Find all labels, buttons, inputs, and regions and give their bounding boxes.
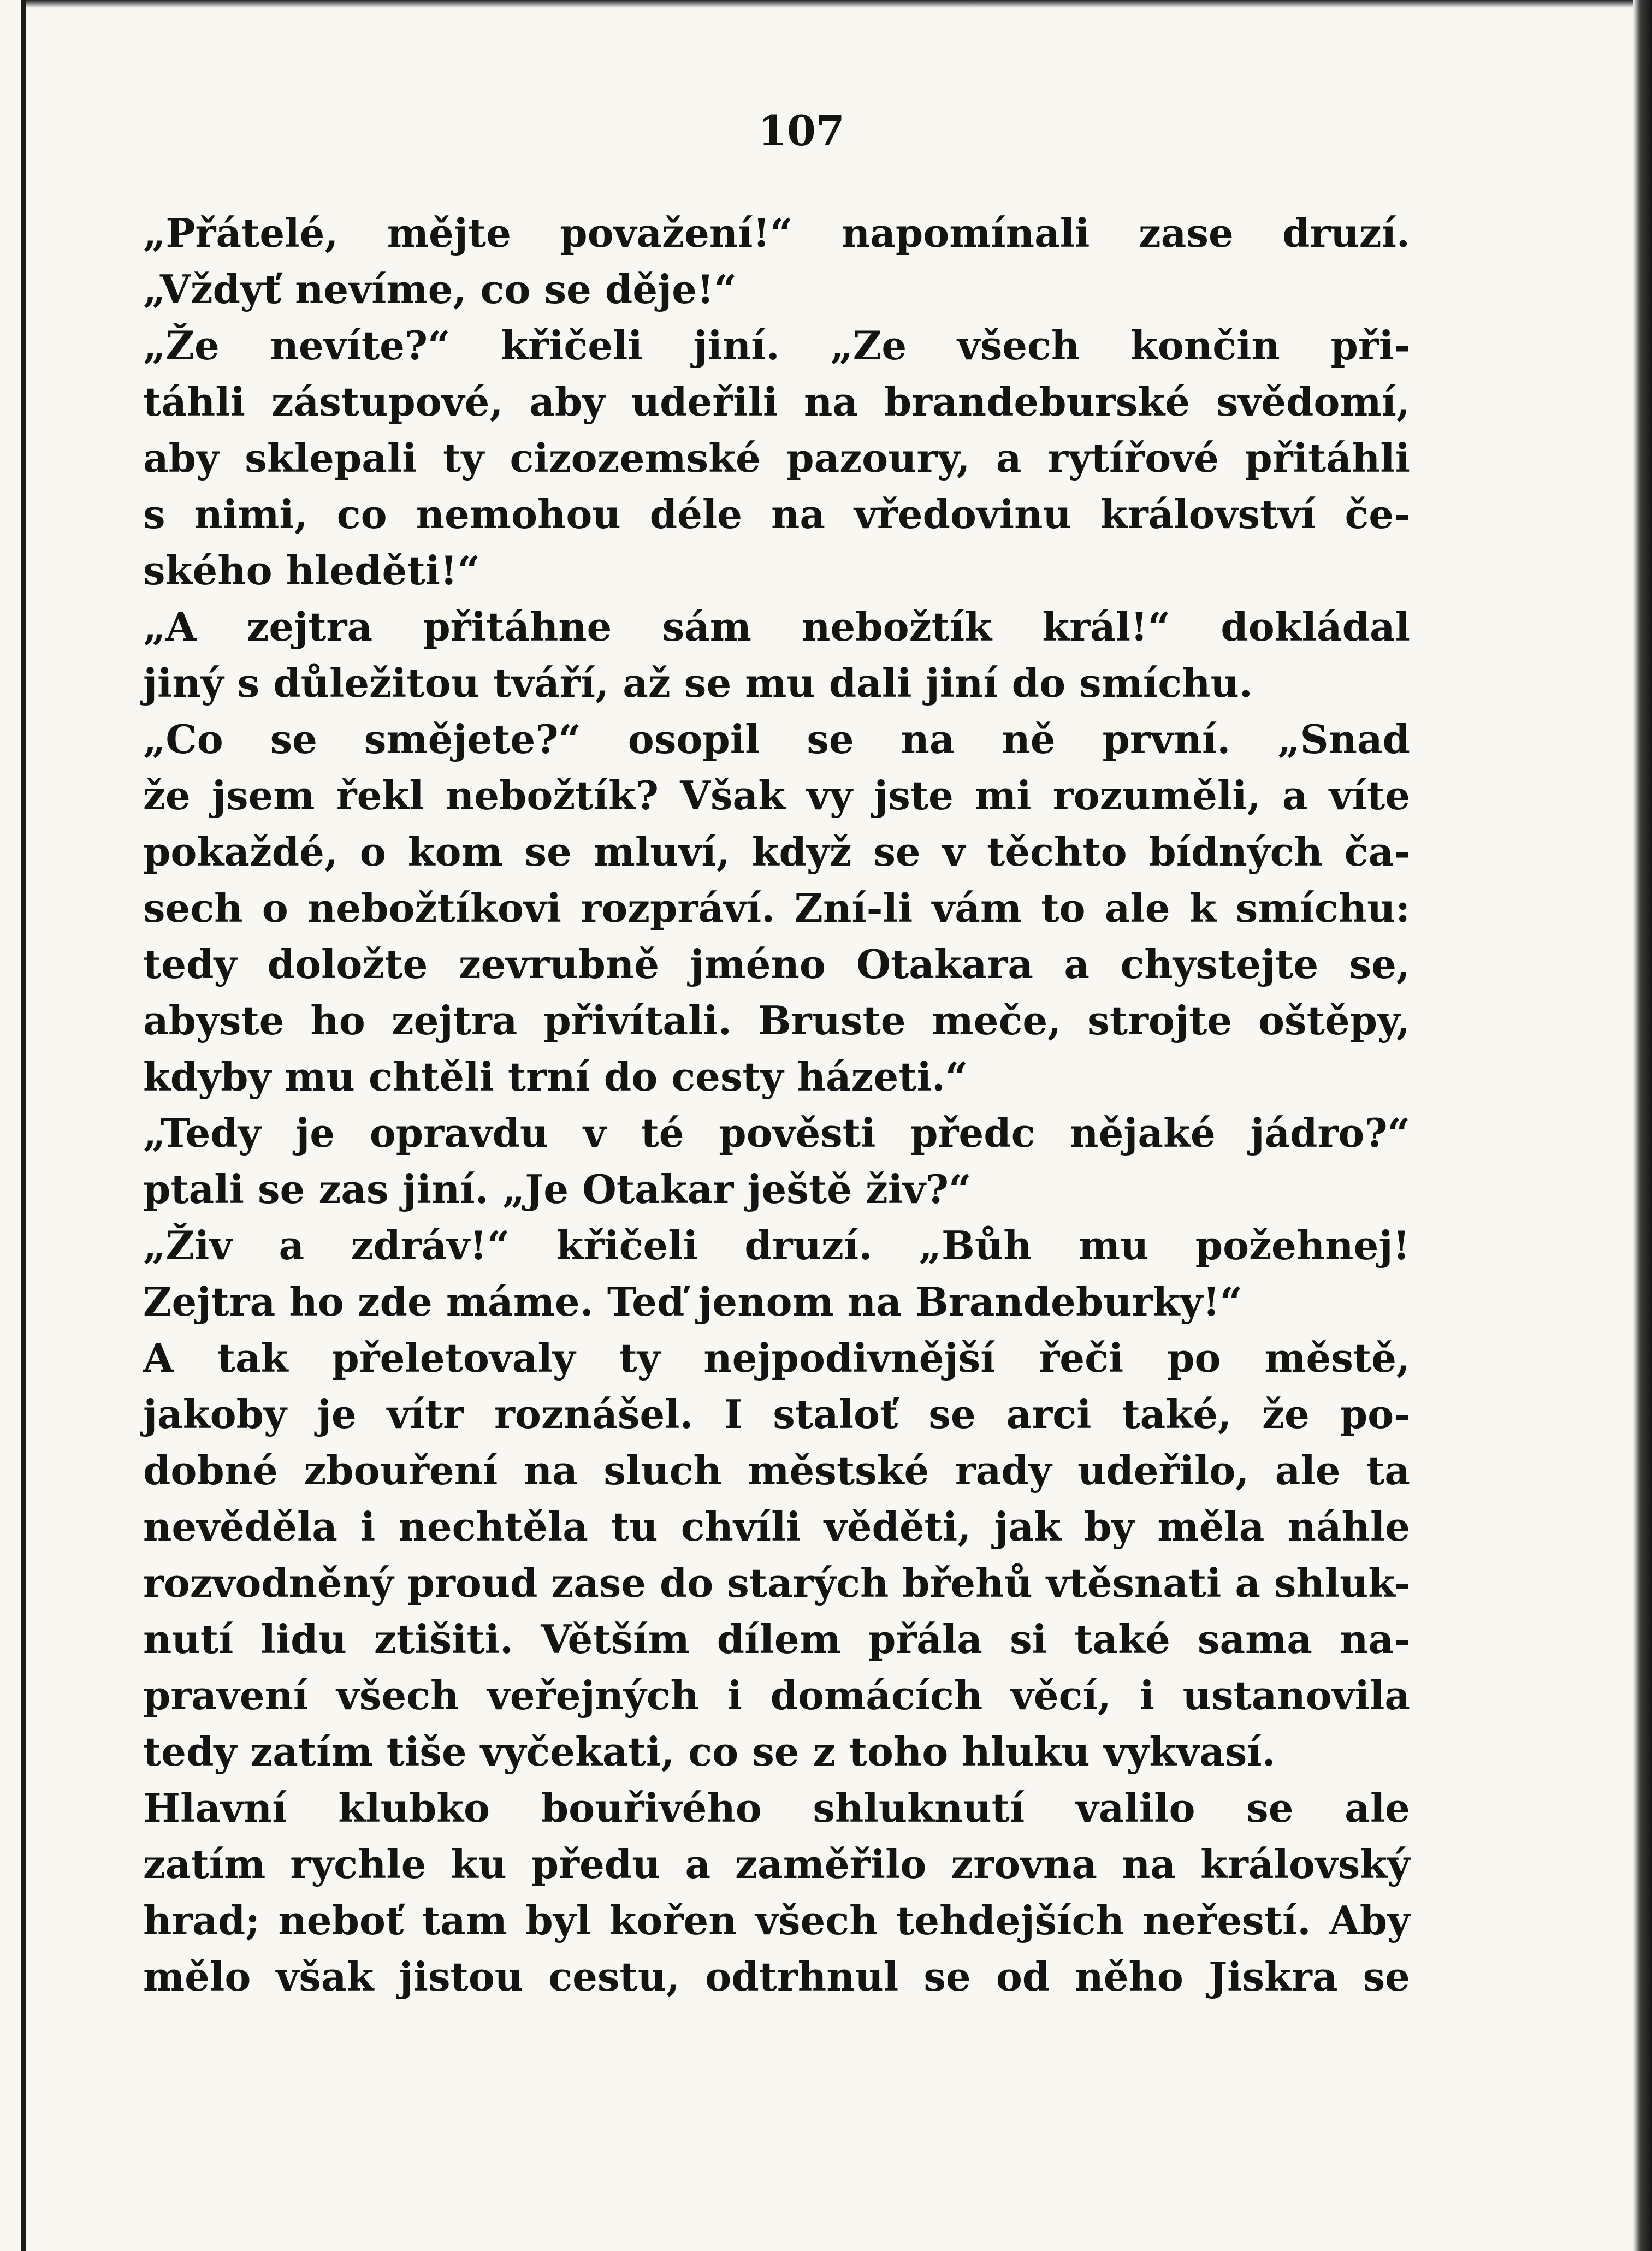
page-left-edge-shadow	[21, 0, 26, 2251]
text-line: abyste ho zejtra přivítali. Bruste meče, strojte oštěpy,	[143, 997, 1410, 1044]
text-line: ského hleděti!“	[143, 547, 480, 594]
page-right-edge-shadow	[1633, 0, 1652, 2251]
text-line: „Vždyť nevíme, co se děje!“	[143, 266, 737, 312]
text-line: „Tedy je opravdu v té pověsti předc nějaké jádro?“	[143, 1110, 1410, 1156]
text-line: rozvodněný proud zase do starých břehů vtěsnati a shluk-	[143, 1560, 1410, 1606]
page-top-edge-shadow	[26, 0, 1652, 8]
text-line: pokaždé, o kom se mluví, když se v těchto bídných ča-	[143, 828, 1410, 875]
text-line: jiný s důležitou tváří, až se mu dali jiní do smíchu.	[143, 660, 1253, 706]
text-line: že jsem řekl nebožtík? Však vy jste mi rozuměli, a víte	[143, 772, 1410, 819]
text-line: kdyby mu chtěli trní do cesty házeti.“	[143, 1053, 968, 1100]
text-line: dobné zbouření na sluch městské rady udeřilo, ale ta	[143, 1447, 1410, 1494]
text-line: „Že nevíte?“ křičeli jiní. „Ze všech končin při-	[143, 322, 1410, 369]
text-line: ptali se zas jiní. „Je Otakar ještě živ?“	[143, 1166, 972, 1212]
text-line: Zejtra ho zde máme. Teď jenom na Brandeburky!“	[143, 1278, 1243, 1325]
text-line: s nimi, co nemohou déle na vředovinu království če-	[143, 491, 1410, 537]
text-line: sech o nebožtíkovi rozpráví. Zní-li vám to ale k smíchu:	[143, 885, 1410, 931]
text-line: tedy zatím tiše vyčekati, co se z toho hluku vykvasí.	[143, 1728, 1276, 1775]
text-line: aby sklepali ty cizozemské pazoury, a rytířové přitáhli	[143, 435, 1410, 481]
text-line: Hlavní klubko bouřivého shluknutí valilo se ale	[143, 1785, 1410, 1831]
text-line: „Přátelé, mějte považení!“ napomínali zase druzí.	[143, 210, 1410, 256]
text-line: „Živ a zdráv!“ křičeli druzí. „Bůh mu požehnej!	[143, 1222, 1410, 1269]
text-line: mělo však jistou cestu, odtrhnul se od něho Jiskra se	[143, 1953, 1410, 2000]
text-line: nevěděla i nechtěla tu chvíli věděti, jak by měla náhle	[143, 1503, 1410, 1550]
text-line: „A zejtra přitáhne sám nebožtík král!“ dokládal	[143, 603, 1410, 650]
text-line: pravení všech veřejných i domácích věcí, i ustanovila	[143, 1672, 1410, 1719]
text-line: „Co se smějete?“ osopil se na ně první. „Snad	[143, 716, 1410, 762]
text-line: A tak přeletovaly ty nejpodivnější řeči po městě,	[143, 1335, 1410, 1381]
text-line: jakoby je vítr roznášel. I staloť se arci také, že po-	[143, 1391, 1410, 1437]
page-number: 107	[758, 106, 845, 155]
text-line: tedy doložte zevrubně jméno Otakara a chystejte se,	[143, 941, 1410, 987]
body-text	[143, 205, 1410, 2005]
text-line: nutí lidu ztišiti. Větším dílem přála si také sama na-	[143, 1616, 1410, 1662]
text-line: táhli zástupové, aby udeřili na brandeburské svědomí,	[143, 378, 1410, 425]
text-line: zatím rychle ku předu a zaměřilo zrovna na královský	[143, 1841, 1410, 1887]
text-line: hrad; neboť tam byl kořen všech tehdejších neřestí. Aby	[143, 1897, 1410, 1944]
